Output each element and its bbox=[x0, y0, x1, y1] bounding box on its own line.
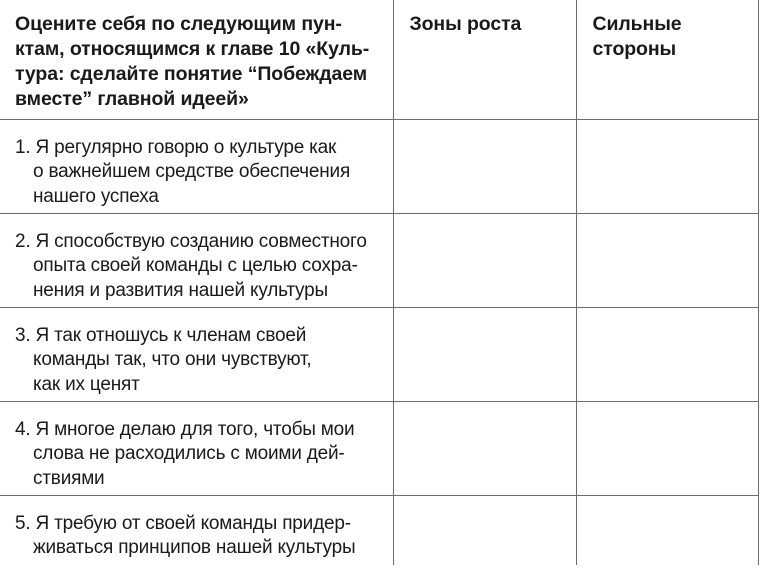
statement-line: слова не расходились с моими дей- bbox=[33, 443, 345, 464]
table-row bbox=[0, 495, 758, 565]
growth-answer-cell[interactable] bbox=[393, 401, 576, 495]
prompt-header-cell bbox=[0, 0, 393, 119]
growth-answer-cell[interactable] bbox=[393, 213, 576, 307]
prompt-line: ктам, относящимся к главе 10 «Куль- bbox=[15, 38, 370, 60]
statement-line: о важнейшем средстве обеспечения bbox=[33, 161, 351, 182]
strengths-header-cell bbox=[576, 0, 758, 119]
prompt-header-text bbox=[0, 0, 393, 112]
strengths-answer-cell[interactable] bbox=[576, 401, 758, 495]
strengths-answer-cell[interactable] bbox=[576, 213, 758, 307]
statement-line: как их ценят bbox=[33, 373, 140, 395]
statement-line: 1. Я регулярно говорю о культуре как bbox=[15, 136, 337, 158]
growth-header-label: Зоны роста bbox=[409, 13, 522, 35]
prompt-line: тура: сделайте понятие “Побеждаем bbox=[15, 63, 368, 85]
statement-line: опыта своей команды с целью сохра- bbox=[33, 255, 358, 276]
statement-text bbox=[0, 402, 393, 492]
statement-line: 4. Я многое делаю для того, чтобы мои bbox=[15, 418, 355, 440]
growth-header-cell bbox=[393, 0, 576, 119]
statement-text bbox=[0, 308, 393, 398]
statement-cell bbox=[0, 401, 393, 495]
statement-line: ствиями bbox=[33, 467, 105, 489]
statement-line: 5. Я требую от своей команды придер- bbox=[15, 512, 351, 534]
statement-text bbox=[0, 496, 393, 561]
statement-line: живаться принципов нашей культуры bbox=[33, 537, 356, 558]
statement-cell bbox=[0, 307, 393, 401]
table-row bbox=[0, 119, 758, 213]
growth-answer-cell[interactable] bbox=[393, 495, 576, 565]
strengths-answer-cell[interactable] bbox=[576, 495, 758, 565]
strengths-header-line: стороны bbox=[592, 38, 677, 60]
statement-cell bbox=[0, 119, 393, 213]
growth-answer-cell[interactable] bbox=[393, 307, 576, 401]
statement-cell bbox=[0, 213, 393, 307]
growth-answer-cell[interactable] bbox=[393, 119, 576, 213]
strengths-answer-cell[interactable] bbox=[576, 307, 758, 401]
strengths-answer-cell[interactable] bbox=[576, 119, 758, 213]
statement-line: нения и развития нашей культуры bbox=[33, 279, 328, 301]
statement-line: команды так, что они чувствуют, bbox=[33, 349, 312, 370]
statement-line: нашего успеха bbox=[33, 185, 159, 207]
statement-line: 3. Я так отношусь к членам своей bbox=[15, 324, 307, 346]
table-row bbox=[0, 213, 758, 307]
statement-line: 2. Я способствую созданию совместного bbox=[15, 230, 367, 252]
table-header-row bbox=[0, 0, 758, 119]
prompt-line: вместе” главной идеей» bbox=[15, 88, 249, 110]
statement-text bbox=[0, 120, 393, 210]
table-row bbox=[0, 307, 758, 401]
strengths-header-label bbox=[577, 0, 758, 62]
table-row bbox=[0, 401, 758, 495]
statement-cell bbox=[0, 495, 393, 565]
prompt-line: Оцените себя по следующим пун- bbox=[15, 13, 342, 35]
statement-text bbox=[0, 214, 393, 304]
strengths-header-line: Сильные bbox=[592, 13, 682, 35]
